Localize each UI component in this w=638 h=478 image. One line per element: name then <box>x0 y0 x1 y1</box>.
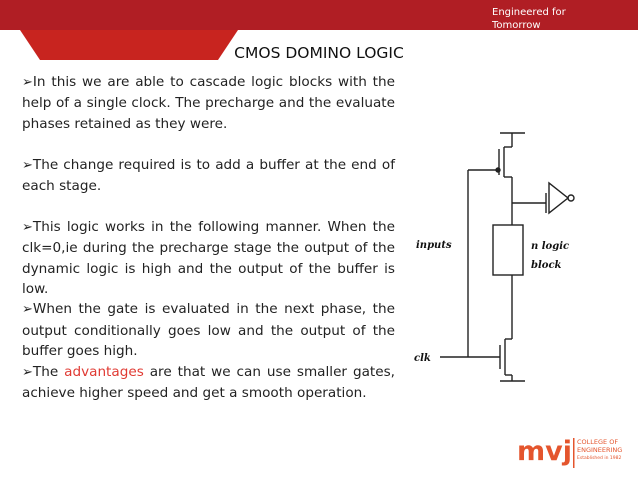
block-label-line2: block <box>531 260 562 271</box>
logo-line2: ENGINEERING <box>577 446 623 454</box>
slide-body <box>22 72 395 403</box>
advantages-highlight: advantages <box>64 363 144 380</box>
arrow-bullet-icon: ➢ <box>22 75 33 90</box>
arrow-bullet-icon: ➢ <box>22 219 33 235</box>
arrow-bullet-icon: ➢ <box>22 364 33 380</box>
slide-title: CMOS DOMINO LOGIC <box>234 44 404 62</box>
arrow-bullet-icon: ➢ <box>22 302 33 318</box>
inputs-label: inputs <box>416 240 452 251</box>
domino-circuit-diagram <box>400 125 590 385</box>
logo-mark: mvj <box>517 436 572 467</box>
arrow-bullet-icon: ➢ <box>22 157 33 173</box>
block-label-line1: n logic <box>531 241 570 252</box>
bullet-1: ➢In this we are able to cascade logic blocks with the help of a single clock. The precharge and the evaluate phases retained as they were. <box>22 74 395 132</box>
logo-line3: Established in 1982 <box>577 456 622 461</box>
bullet-4: ➢When the gate is evaluated in the next phase, the output conditionally goes low and the output of the buffer goes high. <box>22 301 395 360</box>
tagline: Engineered for Tomorrow <box>492 7 566 31</box>
logo-line1: COLLEGE OF <box>577 438 619 446</box>
bullet-2: ➢The change required is to add a buffer at the end of each stage. <box>22 156 395 195</box>
bullet-3: ➢This logic works in the following manner. When the clk=0,ie during the precharge stage the output of the dynamic logic is high and the output of the buffer is low. <box>22 218 395 298</box>
bullet-5: ➢The advantages are that we can use smaller gates, achieve higher speed and get a smooth operation. <box>22 363 395 402</box>
college-logo <box>515 432 635 472</box>
clk-label: clk <box>414 353 431 364</box>
